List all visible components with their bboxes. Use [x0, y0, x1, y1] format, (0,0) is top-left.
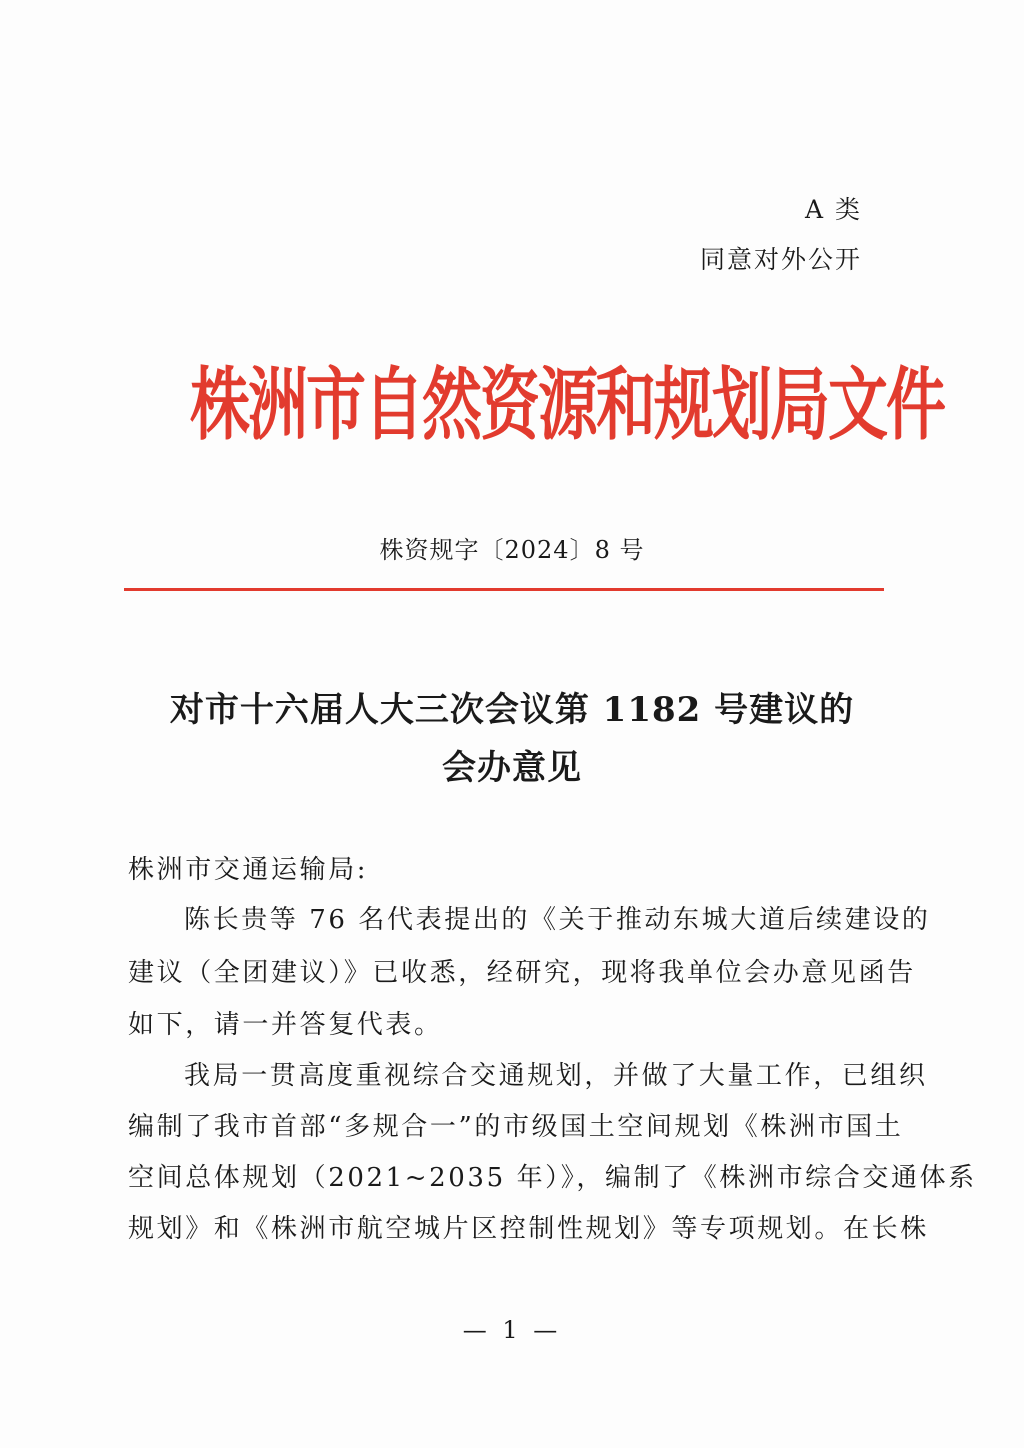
document-number: 株资规字〔2024〕8 号 — [379, 536, 645, 564]
paragraph-2-line-1: 我局一贯高度重视综合交通规划，并做了大量工作，已组织 — [184, 1061, 928, 1091]
paragraph-1-line-2: 建议（全团建议）》已收悉，经研究，现将我单位会办意见函告 — [128, 958, 916, 988]
classification-label: A 类 — [804, 195, 862, 224]
agency-header-title: 株洲市自然资源和规划局文件 — [190, 359, 944, 452]
paragraph-2-line-2: 编制了我市首部“多规合一”的市级国土空间规划《株洲市国土 — [128, 1112, 904, 1142]
paragraph-1-line-3: 如下，请一并答复代表。 — [128, 1010, 443, 1040]
disclosure-label: 同意对外公开 — [699, 245, 862, 274]
paragraph-2-line-3: 空间总体规划（2021~2035 年）》，编制了《株洲市综合交通体系 — [128, 1163, 977, 1193]
page-number: — 1 — — [462, 1316, 562, 1344]
subject-title-line-1: 对市十六届人大三次会议第 1182 号建议的 — [169, 690, 855, 730]
addressee: 株洲市交通运输局: — [128, 855, 369, 885]
paragraph-2-line-4: 规划》和《株洲市航空城片区控制性规划》等专项规划。在长株 — [128, 1214, 929, 1244]
red-divider-line — [124, 588, 884, 591]
subject-title-line-2: 会办意见 — [442, 748, 582, 788]
paragraph-1-line-1: 陈长贵等 76 名代表提出的《关于推动东城大道后续建设的 — [184, 905, 931, 935]
